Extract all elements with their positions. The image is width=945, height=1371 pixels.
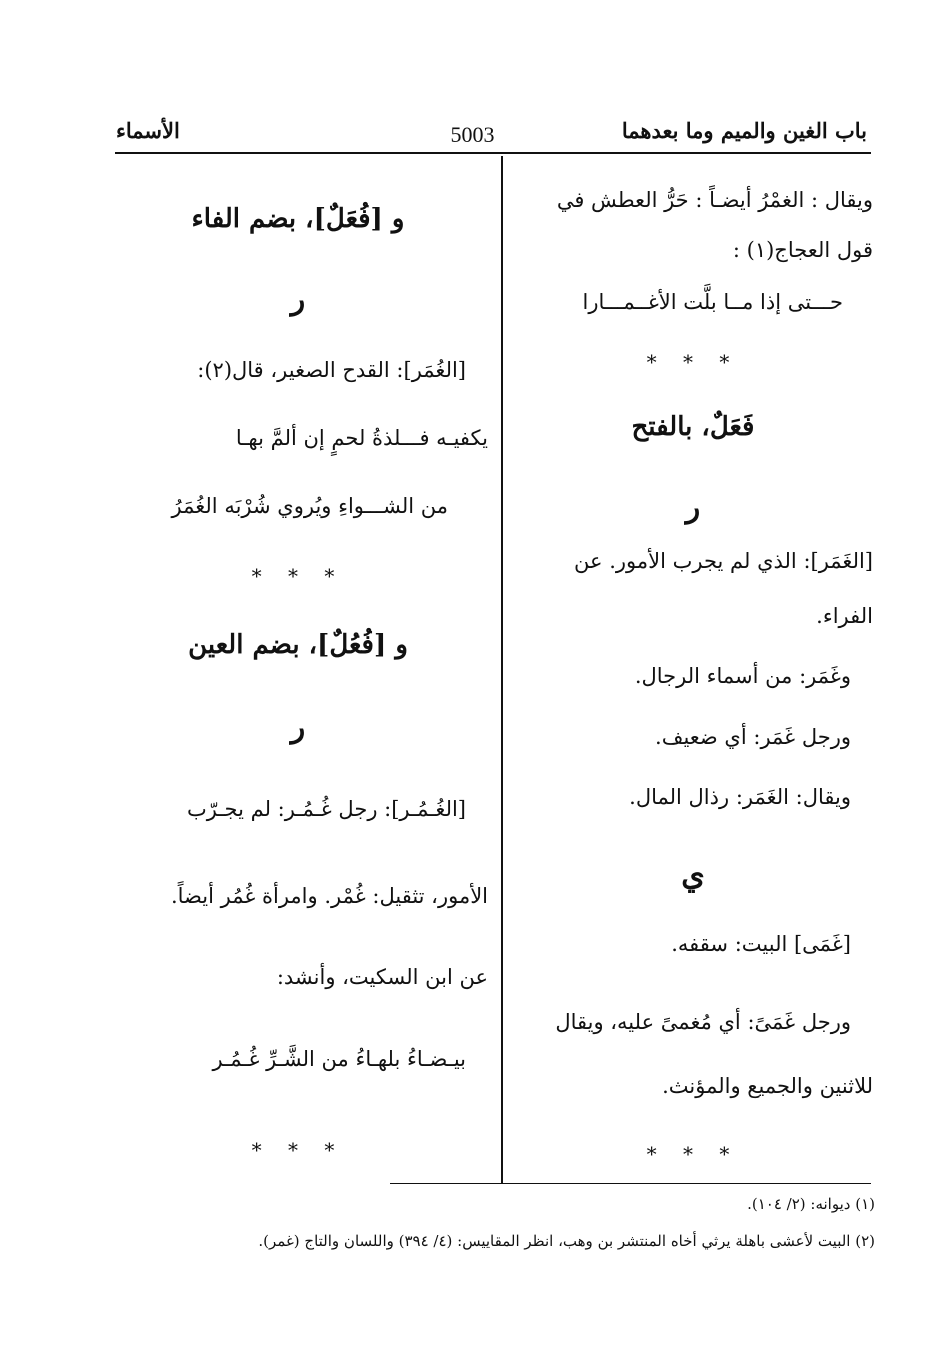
footnote-rule (390, 1183, 871, 1184)
paragraph: الأمور، تثقيل: غُمْر. وامرأة غُمُر أيضاً. (170, 884, 488, 908)
section-heading: و [فُعَلٌ]، بضم الفاء (191, 204, 405, 234)
paragraph: الفراء. (816, 604, 873, 628)
separator-stars: * * * (251, 564, 345, 588)
paragraph: [الغَمَر]: الذي لم يجرب الأمور. عن (574, 549, 873, 573)
verse: بيـضـاءُ بلهـاءُ من الشَّـرِّ غُـمُـر (212, 1047, 466, 1071)
verse: يكفيـه فـــلذةُ لحمٍ إن ألمَّ بهـا (235, 426, 488, 450)
paragraph: ورجل غَمَر: أي ضعيف. (655, 725, 851, 749)
paragraph: قول العجاج(١) : (732, 238, 873, 262)
page-number: 5003 (450, 122, 495, 147)
running-title: باب الغين والميم وما بعدهما (621, 118, 867, 143)
separator-stars: * * * (646, 1142, 740, 1166)
letter-heading: ر (685, 490, 701, 525)
section-heading: فَعَلٌ، بالفتح (631, 412, 755, 442)
right-column (513, 0, 873, 1371)
footnote: (١) ديوانه: (٢/ ١٠٤). (747, 1195, 875, 1213)
verse: من الشـــواءِ ويُروي شُرْبَه الغُمَرُ (171, 494, 448, 518)
letter-heading: ي (681, 858, 705, 893)
section-heading: و [فُعُلٌ]، بضم العين (188, 630, 408, 660)
letter-heading: ر (290, 710, 306, 745)
paragraph: [الغُـمُـر]: رجل غُـمُـر: لم يجـرّب (187, 797, 466, 821)
separator-stars: * * * (251, 1138, 345, 1162)
paragraph: للاثنين والجميع والمؤنث. (662, 1074, 873, 1098)
paragraph: وغَمَر: من أسماء الرجال. (634, 664, 851, 688)
separator-stars: * * * (646, 350, 740, 374)
section-title: الأسماء (116, 118, 180, 143)
paragraph: [الغُمَر]: القدح الصغير، قال(٢): (197, 358, 466, 382)
footnote: (٢) البيت لأعشى باهلة يرثي أخاه المنتشر بن وهب، انظر المقاييس: (٤/ ٣٩٤) واللسان والتاج (غمر). (258, 1232, 875, 1250)
paragraph: [غَمَى] البيت: سقفه. (671, 932, 851, 956)
paragraph: ويقال : الغمْرُ أيضـاً : حَرُّ العطش في (556, 188, 873, 212)
verse: حـــتى إذا مــا بلَّت الأغــمـــارا (582, 290, 843, 314)
paragraph: عن ابن السكيت، وأنشد: (276, 965, 488, 989)
paragraph: ورجل غَمَىً: أي مُغمىً عليه، ويقال (555, 1010, 851, 1034)
letter-heading: ر (290, 282, 306, 317)
column-divider (501, 156, 503, 1184)
paragraph: ويقال: الغَمَر: رذال المال. (629, 785, 851, 809)
left-column (108, 0, 488, 1371)
